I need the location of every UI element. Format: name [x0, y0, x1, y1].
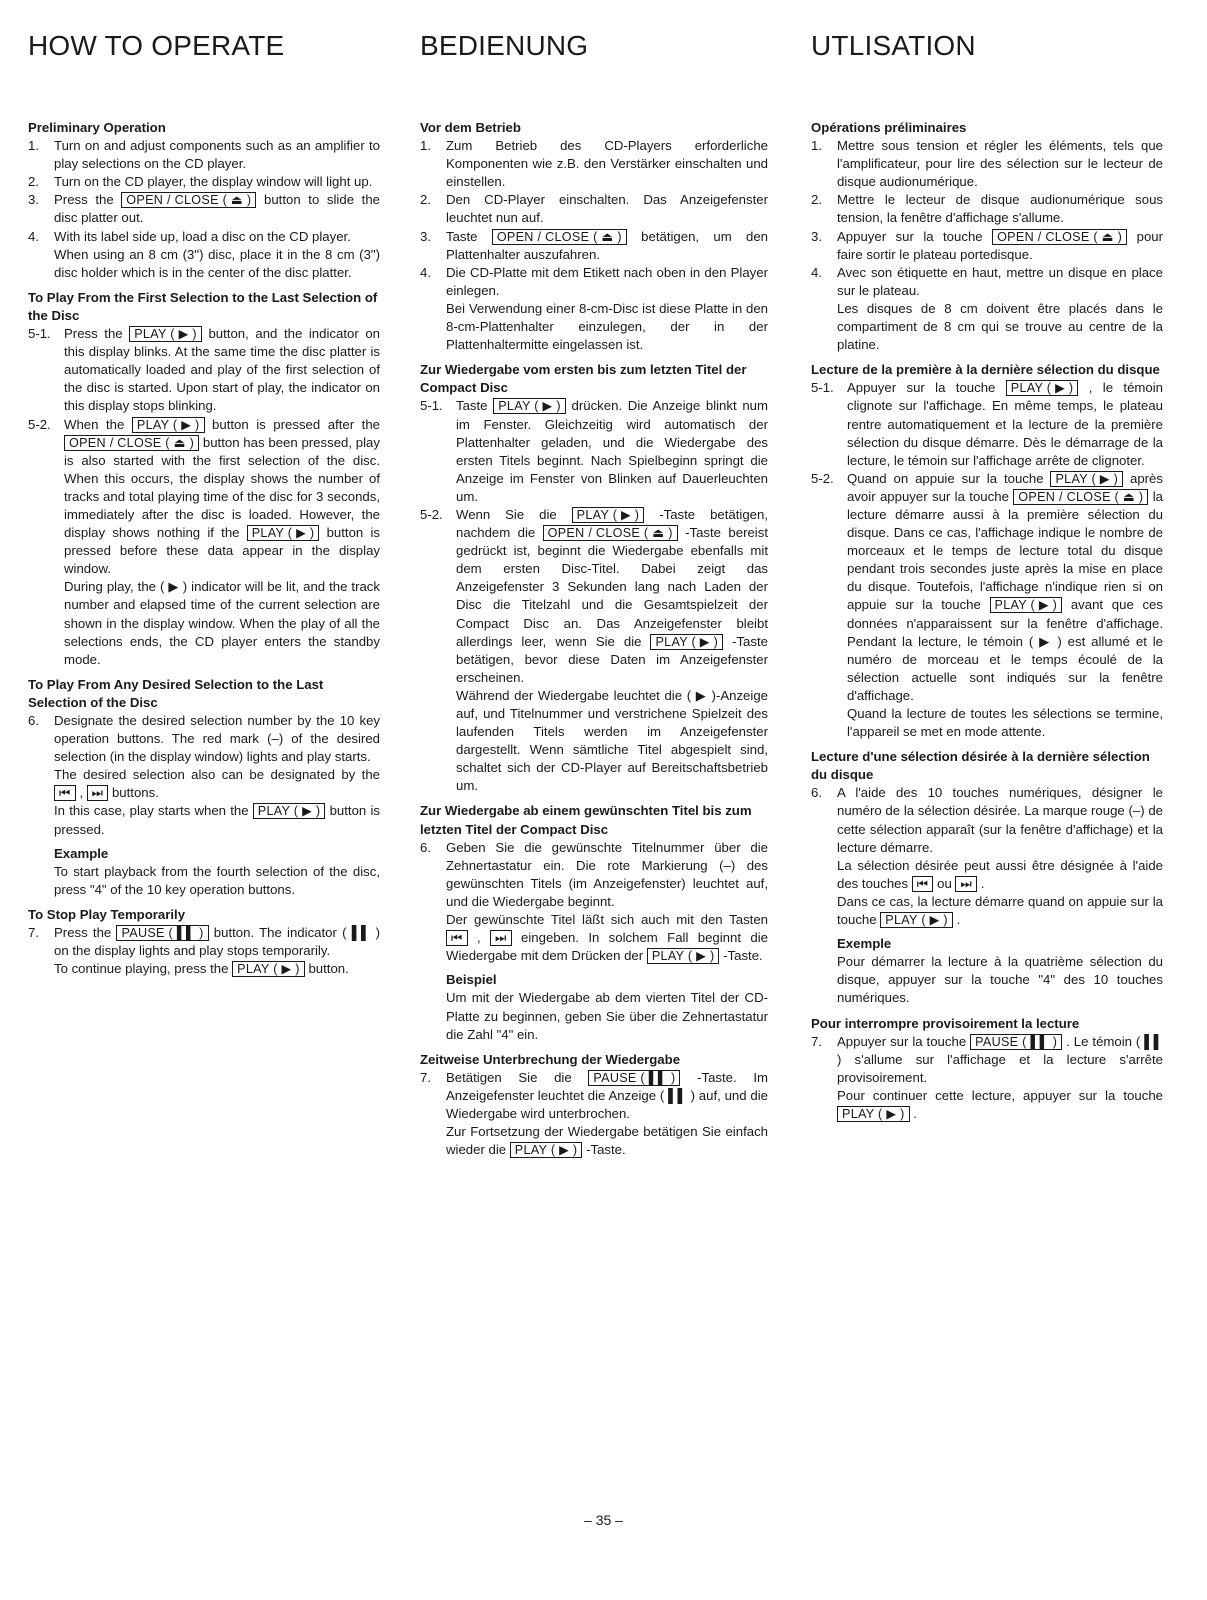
- play-button-label: PLAY ( ▶ ): [132, 417, 205, 433]
- open-close-button-label: OPEN / CLOSE ( ⏏ ): [64, 435, 199, 451]
- next-track-icon: ⏭: [490, 930, 512, 946]
- list-item: [420, 1069, 768, 1159]
- item-number: 5-1.: [28, 326, 51, 342]
- column-body-french: [811, 119, 1163, 1123]
- heading-stop-temporarily: Zeitweise Unterbrechung der Wiedergabe: [420, 1051, 681, 1067]
- list-item: [28, 416, 380, 669]
- heading-preliminary-operation: Preliminary Operation: [28, 120, 166, 135]
- play-button-label: PLAY ( ▶ ): [650, 634, 723, 650]
- item-number: 4.: [28, 228, 39, 244]
- example-block: [446, 971, 768, 1043]
- page-title-english: HOW TO OPERATE: [28, 30, 285, 61]
- item-number: 1.: [811, 138, 822, 154]
- item-number: 5-1.: [811, 380, 834, 396]
- example-text: To start playback from the fourth selection of the disc, press "4" of the 10 key operation buttons.: [54, 863, 380, 897]
- item-number: 6.: [420, 839, 431, 855]
- item-number: 7.: [420, 1069, 431, 1085]
- play-button-label: PLAY ( ▶ ): [990, 597, 1063, 613]
- column-body-german: [420, 119, 768, 1159]
- open-close-button-label: OPEN / CLOSE ( ⏏ ): [492, 229, 627, 245]
- item-text: Avec son étiquette en haut, mettre un disque en place sur le plateau. Les disques de 8 cm doivent être placés dans le compartiment de 8 cm qui se trouve au centre de la platine.: [837, 264, 1163, 353]
- item-number: 7.: [811, 1033, 822, 1049]
- next-track-icon: ⏭: [87, 785, 109, 801]
- play-button-label: PLAY ( ▶ ): [837, 1106, 910, 1122]
- item-number: 6.: [28, 713, 39, 728]
- play-button-label: PLAY ( ▶ ): [1006, 380, 1079, 396]
- list-item: [28, 712, 380, 839]
- prev-track-icon: ⏮: [54, 785, 76, 801]
- list-item: [811, 191, 1163, 227]
- heading-preliminary-operation: Vor dem Betrieb: [420, 120, 521, 135]
- list-item: [28, 191, 380, 227]
- list-item: [420, 506, 768, 796]
- item-number: 2.: [28, 174, 39, 190]
- open-close-button-label: OPEN / CLOSE ( ⏏ ): [121, 192, 256, 208]
- list-item: [420, 264, 768, 354]
- item-text: Mettre le lecteur de disque audionumérique sous tension, la fenêtre d'affichage s'allume.: [837, 192, 1163, 226]
- item-number: 6.: [811, 785, 822, 801]
- heading-play-first-to-last: Lecture de la première à la dernière sélection du disque: [811, 362, 1160, 378]
- item-text: Appuyer sur la touche PLAY ( ▶ ) , le témoin clignote sur l'affichage. En même temps, le plateau rentre automatiquement et la lecture de la première sélection du disque démarre. Dès le démarrage de la lecture, le témoin sur l'affichage arrête de clignoter.: [847, 380, 1164, 468]
- column-body-english: [28, 119, 380, 978]
- item-number: 5-1.: [420, 398, 443, 414]
- heading-preliminary-operation: Opérations préliminaires: [811, 120, 967, 135]
- item-number: 3.: [28, 192, 39, 208]
- item-number: 5-2.: [420, 506, 443, 522]
- list-item: [811, 137, 1163, 191]
- list-item: [28, 173, 380, 191]
- item-text: Appuyer sur la touche PAUSE ( ▌▌ ) . Le témoin ( ▌▌ ) s'allume sur l'affichage et la lecture s'arrête provisoirement. Pour continuer cette lecture, appuyer sur la touche PLAY ( ▶ ) .: [837, 1033, 1163, 1121]
- item-number: 5-2.: [28, 416, 51, 432]
- page-number: – 35 –: [584, 1512, 623, 1528]
- item-text: Appuyer sur la touche OPEN / CLOSE ( ⏏ ) pour faire sortir le plateau portedisque.: [837, 228, 1164, 262]
- item-text: Den CD-Player einschalten. Das Anzeigefenster leuchtet nun auf.: [446, 192, 768, 226]
- item-number: 1.: [28, 138, 39, 154]
- list-item: [28, 924, 380, 978]
- item-text: Press the OPEN / CLOSE ( ⏏ ) button to slide the disc platter out.: [54, 192, 380, 226]
- prev-track-icon: ⏮: [912, 876, 934, 892]
- item-text: Turn on and adjust components such as an amplifier to play selections on the CD player.: [54, 138, 380, 172]
- play-button-label: PLAY ( ▶ ): [253, 803, 326, 819]
- list-item: [420, 191, 768, 227]
- item-text: A l'aide des 10 touches numériques, désigner le numéro de la sélection désirée. La marque rouge (–) de cette sélection apparaît (sur la fenêtre d'affichage) et la lecture démarre. La sélection désirée peut aussi être désignée à l'aide des touches ⏮ ou ⏭ . Dans ce cas, la lecture démarre quand on appuie sur la touche PLAY ( ▶ ) .: [837, 785, 1163, 928]
- example-text: Pour démarrer la lecture à la quatrième sélection du disque, appuyer sur la touche "4" des 10 touches numériques.: [837, 954, 1163, 1006]
- heading-play-any-selection: Lecture d'une sélection désirée à la dernière sélection du disque: [811, 749, 1150, 783]
- item-number: 5-2.: [811, 470, 834, 486]
- list-item: [811, 470, 1163, 741]
- list-item: [28, 228, 380, 282]
- item-text: Press the PAUSE ( ▌▌ ) button. The indicator ( ▌▌ ) on the display lights and play stops temporarily. To continue playing, press the PLAY ( ▶ ) button.: [54, 925, 380, 977]
- example-heading: Exemple: [837, 936, 892, 952]
- list-item: [811, 228, 1163, 264]
- play-button-label: PLAY ( ▶ ): [647, 948, 720, 964]
- item-text: Geben Sie die gewünschte Titelnummer über die Zehnertastatur ein. Die rote Markierung (–) des gewünschten Titels (im Anzeigefenster) leuchtet auf, und die Wiedergabe beginnt. Der gewünschte Titel läßt sich auch mit den Tasten ⏮ , ⏭ eingeben. In solchem Fall beginnt die Wiedergabe mit dem Drücken der PLAY ( ▶ ) -Taste.: [446, 839, 768, 964]
- play-button-label: PLAY ( ▶ ): [129, 326, 202, 342]
- item-text: Quand on appuie sur la touche PLAY ( ▶ ) après avoir appuyer sur la touche OPEN / CLOSE ( ⏏ ) la lecture démarre aussi à la première sélection du disque. Dans ce cas, l'affichage indique le nombre de morceaux et le temps de lecture total du disque pendant trois secondes juste après la mise en place du disque. Toutefois, l'affichage n'indique rien si on appuie sur la touche PLAY ( ▶ ) avant que ces données n'apparaissent sur la fenêtre d'affichage. Pendant la lecture, le témoin ( ▶ ) est allumé et le numéro de morceau et le temps écoulé de la sélection actuelle sont indiqués sur la fenêtre d'affichage. Quand la lecture de toutes les sélections se termine, l'appareil se met en mode attente.: [847, 470, 1163, 740]
- item-number: 2.: [420, 192, 431, 208]
- play-button-label: PLAY ( ▶ ): [510, 1142, 583, 1158]
- item-text: Zum Betrieb des CD-Players erforderliche Komponenten wie z.B. den Verstärker einschalten und einstellen.: [446, 138, 768, 190]
- item-number: 3.: [811, 228, 822, 244]
- item-number: 2.: [811, 192, 822, 208]
- item-text: Designate the desired selection number by the 10 key operation buttons. The red mark (–) of the desired selection (in the display window) lights and play starts. The desired selection also can be designated by the ⏮ , ⏭ buttons. In this case, play starts when the PLAY ( ▶ ) button is pressed.: [54, 713, 380, 837]
- item-number: 4.: [811, 264, 822, 280]
- pause-button-label: PAUSE ( ▌▌ ): [116, 925, 208, 941]
- heading-play-first-to-last: Zur Wiedergabe vom ersten bis zum letzten Titel der Compact Disc: [420, 362, 747, 396]
- list-item: [28, 137, 380, 173]
- item-text: Taste PLAY ( ▶ ) drücken. Die Anzeige blinkt num im Fenster. Gleichzeitig wird automatisch der Plattenhalter geladen, und die Wiedergabe des ersten Titels beginnt. Nach Spielbeginn springt die Anzeige im Fenster von Blinken auf Dauerleuchten um.: [456, 398, 768, 504]
- pause-button-label: PAUSE ( ▌▌ ): [588, 1070, 680, 1086]
- open-close-button-label: OPEN / CLOSE ( ⏏ ): [992, 229, 1127, 245]
- open-close-button-label: OPEN / CLOSE ( ⏏ ): [1013, 489, 1148, 505]
- play-button-label: PLAY ( ▶ ): [880, 912, 953, 928]
- heading-stop-temporarily: To Stop Play Temporarily: [28, 906, 186, 922]
- list-item: [420, 228, 768, 264]
- heading-play-any-selection: Zur Wiedergabe ab einem gewünschten Titel bis zum letzten Titel der Compact Disc: [420, 803, 752, 837]
- example-heading: Beispiel: [446, 972, 497, 988]
- item-number: 3.: [420, 228, 431, 244]
- pause-button-label: PAUSE ( ▌▌ ): [970, 1034, 1062, 1050]
- next-track-icon: ⏭: [955, 876, 977, 892]
- list-item: [811, 264, 1163, 354]
- heading-play-first-to-last: To Play From the First Selection to the Last Selection of the Disc: [28, 289, 378, 323]
- item-text: When the PLAY ( ▶ ) button is pressed after the OPEN / CLOSE ( ⏏ ) button has been pressed, play is also started with the first selection of the disc. When this occurs, the display shows the number of tracks and total playing time of the disc for 3 seconds, immediately after the disc is loaded. However, the display shows nothing if the PLAY ( ▶ ) button is pressed before these data appear in the display window. During play, the ( ▶ ) indicator will be lit, and the track number and elapsed time of the current selection are shown in the display window. When the play of all the selections ends, the CD player enters the standby mode.: [64, 416, 381, 667]
- page-title-french: UTLISATION: [811, 30, 976, 61]
- open-close-button-label: OPEN / CLOSE ( ⏏ ): [543, 525, 678, 541]
- heading-stop-temporarily: Pour interrompre provisoirement la lecture: [811, 1015, 1080, 1031]
- item-text: Press the PLAY ( ▶ ) button, and the indicator on this display blinks. At the same time the disc platter is automatically loaded and play of the first selection of the disc is started. Upon start of play, the indicator on this display stops blinking.: [64, 326, 380, 414]
- example-heading: Example: [54, 845, 109, 861]
- list-item: [811, 379, 1163, 469]
- list-item: [28, 325, 380, 415]
- item-text: Betätigen Sie die PAUSE ( ▌▌ ) -Taste. Im Anzeigefenster leuchtet die Anzeige ( ▌▌ ) auf, und die Wiedergabe wird unterbrochen. Zur Fortsetzung der Wiedergabe betätigen Sie einfach wieder die PLAY ( ▶ ) -Taste.: [446, 1069, 768, 1158]
- example-block: [837, 935, 1163, 1007]
- play-button-label: PLAY ( ▶ ): [572, 507, 645, 523]
- page-title-german: BEDIENUNG: [420, 30, 589, 61]
- item-text: Mettre sous tension et régler les éléments, tels que l'amplificateur, pour lire des sélection sur le lecteur de disque audionumérique.: [837, 138, 1163, 190]
- prev-track-icon: ⏮: [446, 930, 468, 946]
- item-number: 1.: [420, 138, 431, 154]
- list-item: [420, 137, 768, 191]
- item-text: Die CD-Platte mit dem Etikett nach oben in den Player einlegen. Bei Verwendung einer 8-cm-Disc ist diese Platte in den 8-cm-Plattenhalter einzulegen, der in der Plattenhaltermitte eingelassen ist.: [446, 264, 768, 353]
- play-button-label: PLAY ( ▶ ): [247, 525, 320, 541]
- list-item: [811, 784, 1163, 929]
- item-text: Taste OPEN / CLOSE ( ⏏ ) betätigen, um den Plattenhalter auszufahren.: [446, 228, 768, 262]
- play-button-label: PLAY ( ▶ ): [1050, 471, 1123, 487]
- list-item: [811, 1033, 1163, 1123]
- example-text: Um mit der Wiedergabe ab dem vierten Titel der CD-Platte zu beginnen, geben Sie über die Zehnertastatur die Zahl "4" ein.: [446, 990, 768, 1042]
- item-number: 7.: [28, 925, 39, 941]
- list-item: [420, 397, 768, 506]
- item-number: 4.: [420, 264, 431, 280]
- list-item: [420, 839, 768, 966]
- play-button-label: PLAY ( ▶ ): [232, 961, 305, 977]
- item-text: Wenn Sie die PLAY ( ▶ ) -Taste betätigen, nachdem die OPEN / CLOSE ( ⏏ ) -Taste bereist gedrückt ist, beginnt die Wiedergabe ebenfalls mit dem ersten Disc-Titel. Dabei zeigt das Anzeigefenster 3 Sekunden lang nach Laden der Disc die Titelzahl und die Gesamtspielzeit der Compact Disc an. Das Anzeigefenster bleibt allerdings leer, wenn Sie die PLAY ( ▶ ) -Taste betätigen, bevor diese Daten im Anzeigefenster erscheinen. Während der Wiedergabe leuchtet die ( ▶ )-Anzeige auf, und Titelnummer und verstrichene Spielzeit des laufenden Titels werden im Anzeigefenster dargestellt. Wenn sämtliche Titel abgespielt sind, schaltet sich der CD-Player auf Bereitschaftsbetrieb um.: [456, 506, 768, 794]
- play-button-label: PLAY ( ▶ ): [493, 398, 566, 414]
- item-text: Turn on the CD player, the display window will light up.: [54, 174, 373, 190]
- item-text: With its label side up, load a disc on the CD player. When using an 8 cm (3") disc, place it in the 8 cm (3") disc holder which is in the center of the disc platter.: [54, 228, 380, 280]
- example-block: [54, 845, 380, 899]
- heading-play-any-selection: To Play From Any Desired Selection to the Last Selection of the Disc: [28, 676, 324, 710]
